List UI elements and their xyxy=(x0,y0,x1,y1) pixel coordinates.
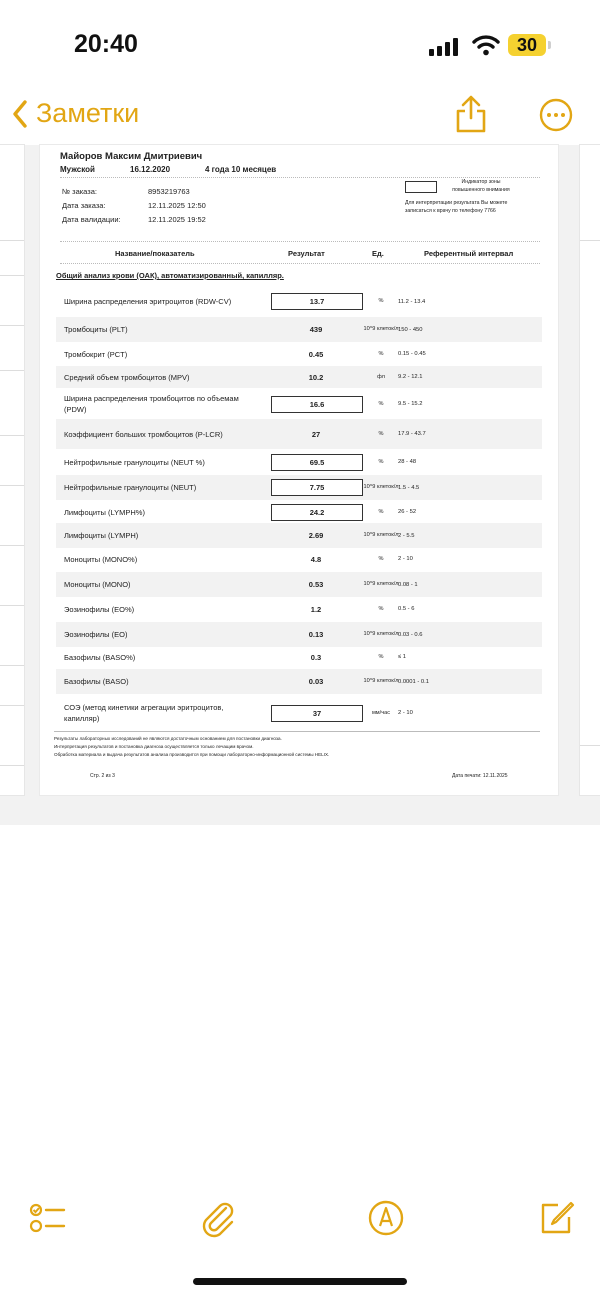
test-reference: 0.08 - 1 xyxy=(398,581,418,588)
table-row xyxy=(56,390,542,418)
table-row xyxy=(56,548,542,570)
test-unit: 10^9 клеток/л xyxy=(363,581,399,587)
bottom-toolbar xyxy=(0,1190,600,1250)
table-row xyxy=(56,343,542,365)
test-reference: 2 - 5.5 xyxy=(398,532,415,539)
test-unit: мм/час xyxy=(371,709,391,716)
test-result: 0.13 xyxy=(308,630,324,639)
test-unit: % xyxy=(378,458,384,465)
test-result: 0.3 xyxy=(310,652,322,662)
test-result: 24.2 xyxy=(271,504,363,521)
test-unit: 10^9 клеток/л xyxy=(363,326,399,332)
back-button[interactable] xyxy=(12,98,139,129)
test-result: 7.75 xyxy=(271,479,363,496)
chevron-left-icon xyxy=(12,100,28,128)
compose-icon[interactable] xyxy=(536,1198,576,1238)
page-number: Стр. 2 из 3 xyxy=(90,773,115,779)
attention-indicator-box xyxy=(405,181,437,193)
patient-name: Майоров Максим Дмитриевич xyxy=(60,151,203,162)
test-name: Средний объем тромбоцитов (MPV) xyxy=(64,372,190,382)
test-reference: 1.5 - 4.5 xyxy=(398,484,420,491)
test-unit: 10^9 клеток/л xyxy=(363,484,399,490)
section-title: Общий анализ крови (ОАК), автоматизированный, капилляр. xyxy=(56,271,284,280)
test-name: Базофилы (BASO%) xyxy=(64,652,136,662)
test-reference: 0.15 - 0.45 xyxy=(398,351,426,357)
test-name: Нейтрофильные гранулоциты (NEUT %) xyxy=(64,457,205,467)
test-name: Ширина распределения эритроцитов (RDW-CV) xyxy=(64,297,232,306)
test-result: 0.45 xyxy=(308,349,324,359)
test-reference: 150 - 450 xyxy=(398,326,423,333)
header-name: Название/показатель xyxy=(115,249,195,258)
test-reference: 26 - 52 xyxy=(398,509,417,515)
test-result: 0.53 xyxy=(308,580,324,589)
footnote: Обработка материала и выдача результатов анализа производится при помощи лабораторно-информационной системы HELIX. xyxy=(54,752,330,757)
test-name: Эозинофилы (EO) xyxy=(64,630,128,639)
test-result: 13.7 xyxy=(271,293,363,310)
test-result: 37 xyxy=(271,705,363,722)
table-row xyxy=(56,698,542,728)
table-row xyxy=(56,317,542,342)
patient-birth-date: 16.12.2020 xyxy=(130,165,171,174)
patient-age: 4 года 10 месяцев xyxy=(205,165,277,174)
indicator-legend: Индикатор зоны повышенного внимания xyxy=(452,179,510,193)
test-unit: % xyxy=(378,350,384,357)
back-label: Заметки xyxy=(36,98,140,128)
test-unit: % xyxy=(378,298,384,304)
test-result: 16.6 xyxy=(271,396,363,413)
test-result: 27 xyxy=(311,429,321,439)
table-row xyxy=(56,646,542,668)
test-unit: 10^9 клеток/л xyxy=(363,532,399,538)
test-unit: % xyxy=(378,508,384,515)
header-ref: Референтный интервал xyxy=(424,249,514,258)
table-row xyxy=(56,366,542,388)
test-result: 69.5 xyxy=(271,454,363,471)
test-name: Эозинофилы (EO%) xyxy=(64,604,135,614)
status-time: 20:40 xyxy=(74,30,138,58)
patient-gender: Мужской xyxy=(60,165,95,174)
table-row xyxy=(56,669,542,694)
test-result: 2.69 xyxy=(308,531,324,540)
order-number: № заказа: 8953219763 xyxy=(62,187,190,196)
test-reference: 0.03 - 0.6 xyxy=(398,631,423,638)
order-info xyxy=(62,185,282,227)
test-name: Моноциты (MONO%) xyxy=(64,554,138,564)
next-page-thumbnail[interactable] xyxy=(580,145,600,795)
table-row xyxy=(56,475,542,500)
test-name: Коэффициент больших тромбоцитов (P-LCR) xyxy=(64,429,223,439)
paperclip-icon[interactable] xyxy=(198,1198,238,1238)
test-unit: % xyxy=(378,400,384,407)
test-reference: 2 - 10 xyxy=(398,710,413,716)
home-indicator[interactable] xyxy=(193,1278,407,1285)
test-unit: 10^9 клеток/л xyxy=(363,631,399,637)
test-unit: % xyxy=(378,653,384,660)
test-reference: ≤ 1 xyxy=(398,654,407,660)
table-row xyxy=(56,597,542,621)
share-icon[interactable] xyxy=(453,94,489,134)
footnote: Результаты лабораторных исследований не являются достаточным основанием для постановки диагноза. xyxy=(54,736,282,741)
test-result: 10.2 xyxy=(308,372,324,382)
test-reference: 11.2 - 13.4 xyxy=(398,298,426,305)
more-options-icon[interactable] xyxy=(539,98,573,132)
test-reference: 9.5 - 15.2 xyxy=(398,401,423,407)
battery-indicator: 30 xyxy=(508,34,546,56)
divider xyxy=(60,263,540,264)
test-reference: 9.2 - 12.1 xyxy=(398,374,423,380)
header-result: Результат xyxy=(288,249,325,258)
wifi-icon xyxy=(472,34,500,56)
test-result: 1.2 xyxy=(310,604,322,614)
lab-report-page xyxy=(40,145,558,795)
test-result: 439 xyxy=(309,325,323,334)
order-date: Дата заказа: 12.11.2025 12:50 xyxy=(62,201,206,210)
test-name: Лимфоциты (LYMPH) xyxy=(64,531,139,540)
table-row xyxy=(56,501,542,523)
table-row xyxy=(56,288,542,315)
test-name: Тромбокрит (PCT) xyxy=(64,349,128,359)
test-reference: 28 - 48 xyxy=(398,459,417,465)
test-name: СОЭ (метод кинетики агрегации эритроцитов, капилляр) xyxy=(64,703,224,723)
table-row xyxy=(56,622,542,647)
table-row xyxy=(56,572,542,597)
test-name: Тромбоциты (PLT) xyxy=(64,325,128,334)
interpretation-note: Для интерпретации результата Вы можете записаться к врачу по телефону 7766 xyxy=(405,200,508,214)
test-reference: 2 - 10 xyxy=(398,556,413,562)
test-unit: % xyxy=(378,555,384,562)
test-name: Моноциты (MONO) xyxy=(64,580,131,589)
header-unit: Ед. xyxy=(372,249,384,258)
test-unit: фл xyxy=(377,373,385,380)
nav-bar xyxy=(0,90,600,145)
status-bar xyxy=(0,0,600,90)
divider xyxy=(54,731,540,732)
test-name: Нейтрофильные гранулоциты (NEUT) xyxy=(64,483,197,492)
table-row xyxy=(56,523,542,548)
previous-page-thumbnail[interactable] xyxy=(0,145,24,795)
test-result: 4.8 xyxy=(310,554,322,564)
test-unit: % xyxy=(378,605,384,612)
validation-date: Дата валидации: 12.11.2025 19:52 xyxy=(62,215,206,224)
test-reference: 17.9 - 43.7 xyxy=(398,431,426,437)
test-name: Ширина распределения тромбоцитов по объемам (PDW) xyxy=(64,394,239,414)
checklist-icon[interactable] xyxy=(28,1198,68,1238)
footnotes xyxy=(54,735,534,759)
test-unit: % xyxy=(378,430,384,437)
divider xyxy=(60,241,540,242)
test-unit: 10^9 клеток/л xyxy=(363,678,399,684)
signal-icon xyxy=(429,38,463,56)
footnote: Интерпретация результатов и постановка диагноза осуществляется только лечащим врачом. xyxy=(54,744,254,749)
print-date: Дата печати: 12.11.2025 xyxy=(452,773,508,779)
table-row xyxy=(56,451,542,473)
markup-pen-icon[interactable] xyxy=(366,1198,406,1238)
test-name: Лимфоциты (LYMPH%) xyxy=(64,507,145,517)
test-reference: 0.0001 - 0.1 xyxy=(398,678,429,685)
test-name: Базофилы (BASO) xyxy=(64,677,129,686)
test-reference: 0.5 - 6 xyxy=(398,606,415,612)
table-row xyxy=(56,419,542,449)
test-result: 0.03 xyxy=(308,677,324,686)
